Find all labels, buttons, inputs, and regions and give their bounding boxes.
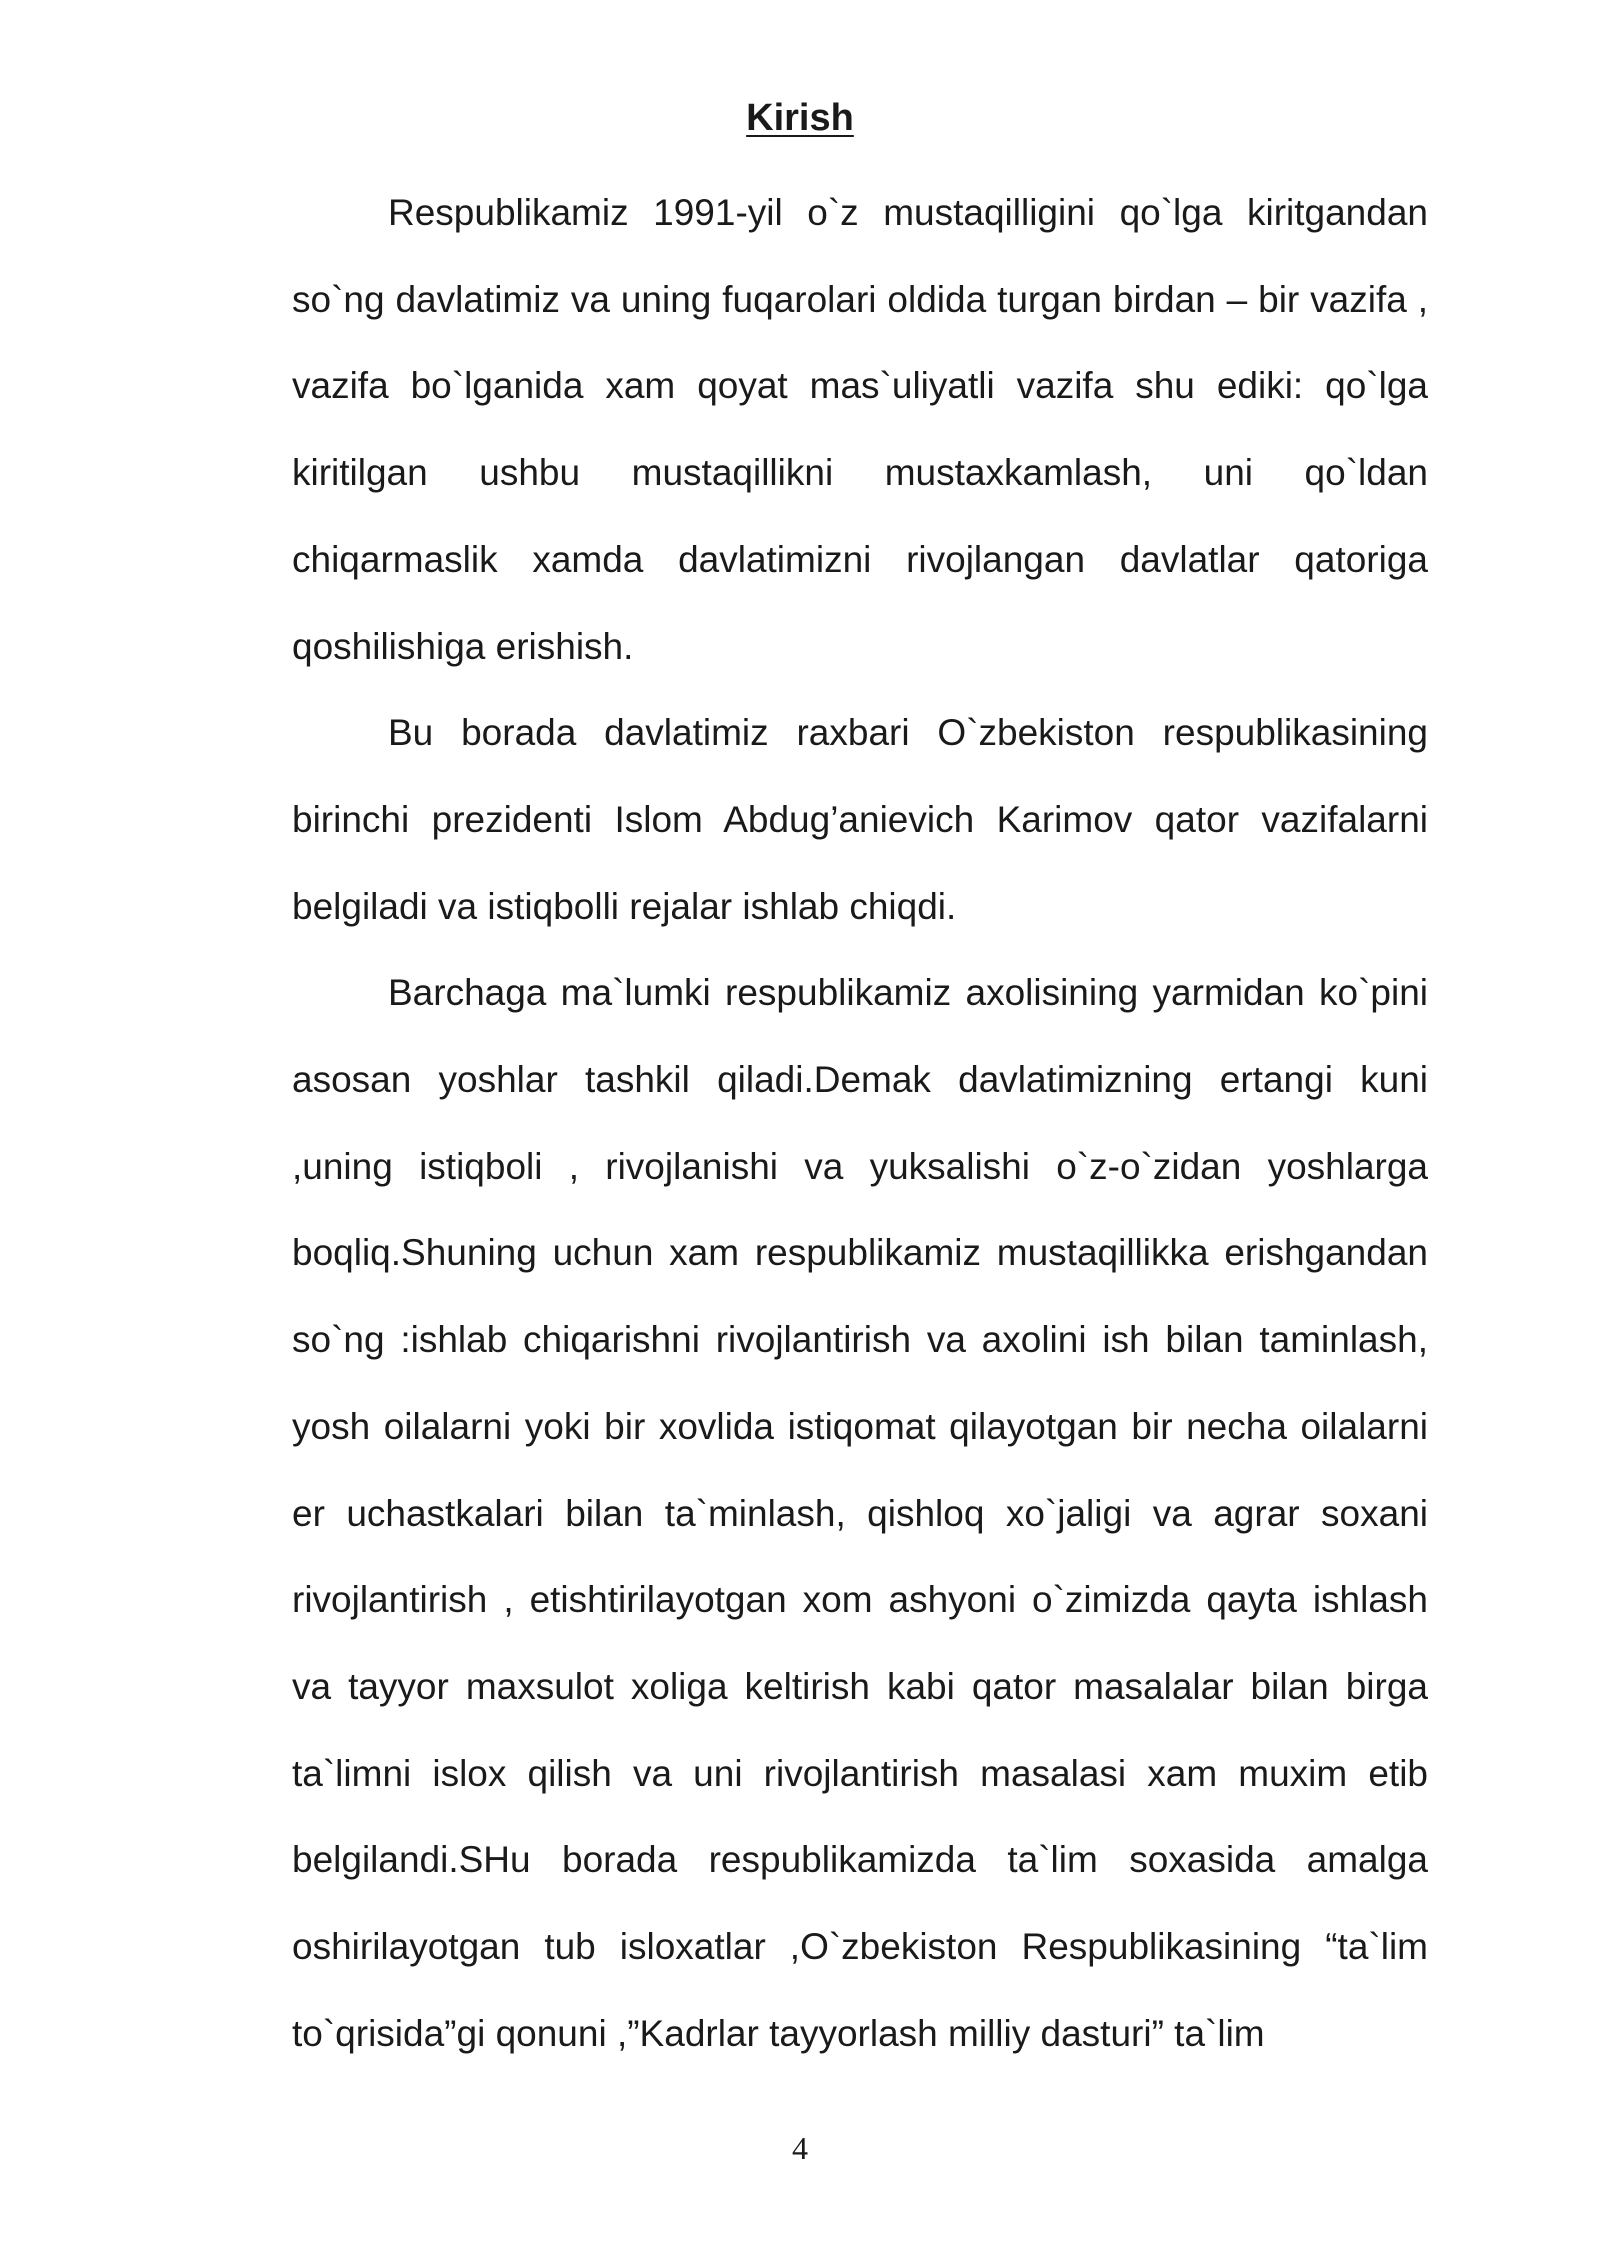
- document-body: [292, 170, 1428, 2077]
- paragraph-1: Respublikamiz 1991-yil o`z mustaqilligini qo`lga kiritgandan so`ng davlatimiz va uning fuqarolari oldida turgan birdan – bir vazifa , vazifa bo`lganida xam qoyat mas`uliyatli vazifa shu ediki: qo`lga kiritilgan ushbu mustaqillikni mustaxkamlash, uni qo`ldan chiqarmaslik xamda davlatimizni rivojlangan davlatlar qatoriga qoshilishiga erishish.: [292, 192, 1428, 667]
- page-number: 4: [792, 2130, 808, 2166]
- page-title: Kirish: [746, 97, 854, 139]
- paragraph-2: Bu borada davlatimiz raxbari O`zbekiston respublikasining birinchi prezidenti Islom Abdug’anievich Karimov qator vazifalarni belgiladi va istiqbolli rejalar ishlab chiqdi.: [292, 712, 1428, 927]
- paragraph-3: Barchaga ma`lumki respublikamiz axolisining yarmidan ko`pini asosan yoshlar tashkil qiladi.Demak davlatimizning ertangi kuni ,uning istiqboli , rivojlanishi va yuksalishi o`z-o`zidan yoshlarga boqliq.Shuning uchun xam respublikamiz mustaqillikka erishgandan so`ng :ishlab chiqarishni rivojlantirish va axolini ish bilan taminlash, yosh oilalarni yoki bir xovlida istiqomat qilayotgan bir necha oilalarni er uchastkalari bilan ta`minlash, qishloq xo`jaligi va agrar soxani rivojlantirish , etishtirilayotgan xom ashyoni o`zimizda qayta ishlash va tayyor maxsulot xoliga keltirish kabi qator masalalar bilan birga ta`limni islox qilish va uni rivojlantirish masalasi xam muxim etib belgilandi.SHu borada respublikamizda ta`lim soxasida amalga oshirilayotgan tub isloxatlar ,O`zbekiston Respublikasining “ta`lim to`qrisida”gi qonuni ,”Kadrlar tayyorlash milliy dasturi” ta`lim: [292, 972, 1428, 2054]
